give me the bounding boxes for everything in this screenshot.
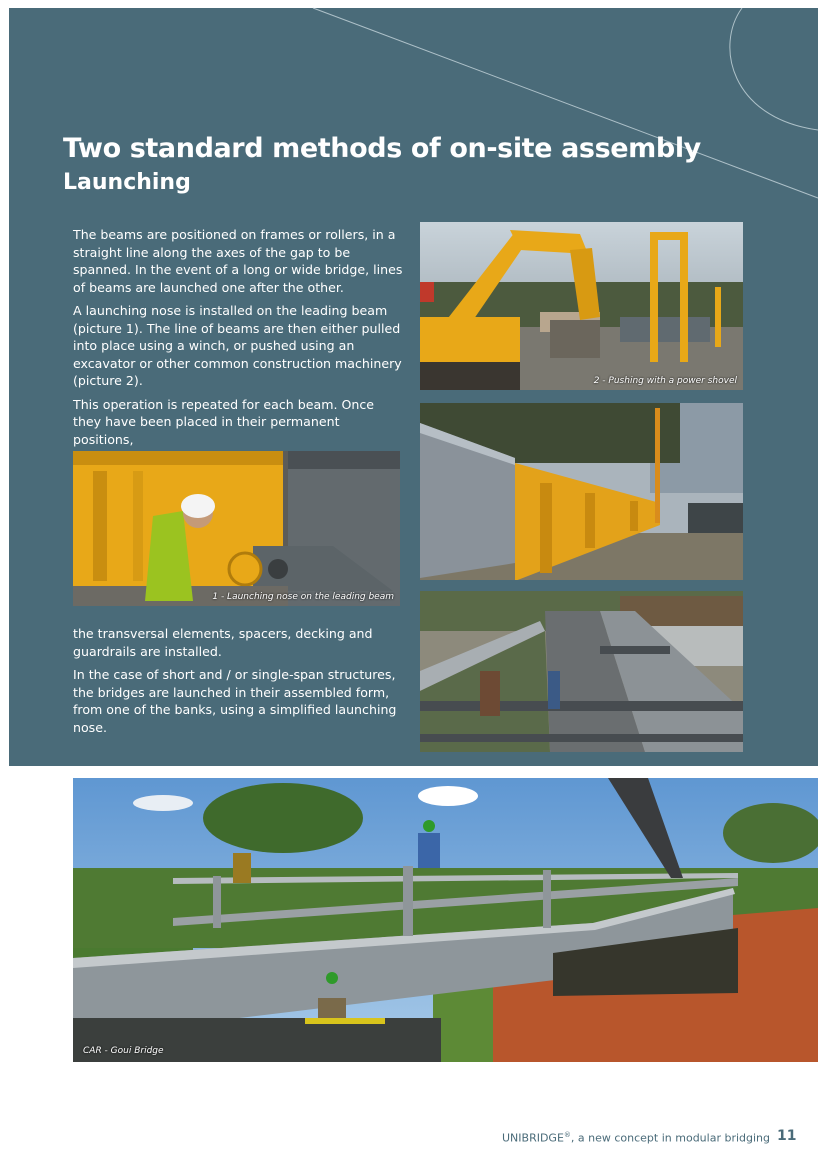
brand-name: UNIBRIDGE	[502, 1131, 564, 1145]
beam-line-photo	[420, 403, 743, 580]
launching-nose-photo	[73, 451, 400, 606]
footer-tagline	[502, 1131, 770, 1145]
paragraph: The beams are positioned on frames or rollers, in a straight line along the axes of the gap to be spanned. In the event of a long or wide bridge, lines of beams are launched one after the other.	[73, 227, 403, 295]
paragraph: In the case of short and / or single-span structures, the bridges are launched in their assembled form, from one of the banks, using a simplified launching nose.	[73, 667, 397, 735]
goui-bridge-photo	[73, 778, 818, 1062]
photo-caption: CAR - Goui Bridge	[83, 1046, 164, 1056]
page-number: 11	[777, 1128, 797, 1144]
page-title: Two standard methods of on-site assembly	[63, 133, 701, 164]
tagline: , a new concept in modular bridging	[570, 1131, 771, 1145]
paragraph: A launching nose is installed on the leading beam (picture 1). The line of beams are then either pulled into place using a winch, or pushed using an excavator or other common construction machinery (picture 2).	[73, 303, 402, 388]
deck-photo	[420, 591, 743, 752]
excavator-photo	[420, 222, 743, 390]
registered-mark: ®	[563, 1131, 571, 1139]
photo-caption: 2 - Pushing with a power shovel	[593, 376, 737, 386]
continued-text	[73, 625, 403, 742]
section-subtitle: Launching	[63, 170, 191, 195]
paragraph: the transversal elements, spacers, decking and guardrails are installed.	[73, 626, 373, 659]
paragraph: This operation is repeated for each beam. Once they have been placed in their permanent positions,	[73, 396, 375, 447]
intro-text	[73, 226, 403, 454]
photo-caption: 1 - Launching nose on the leading beam	[212, 592, 394, 602]
